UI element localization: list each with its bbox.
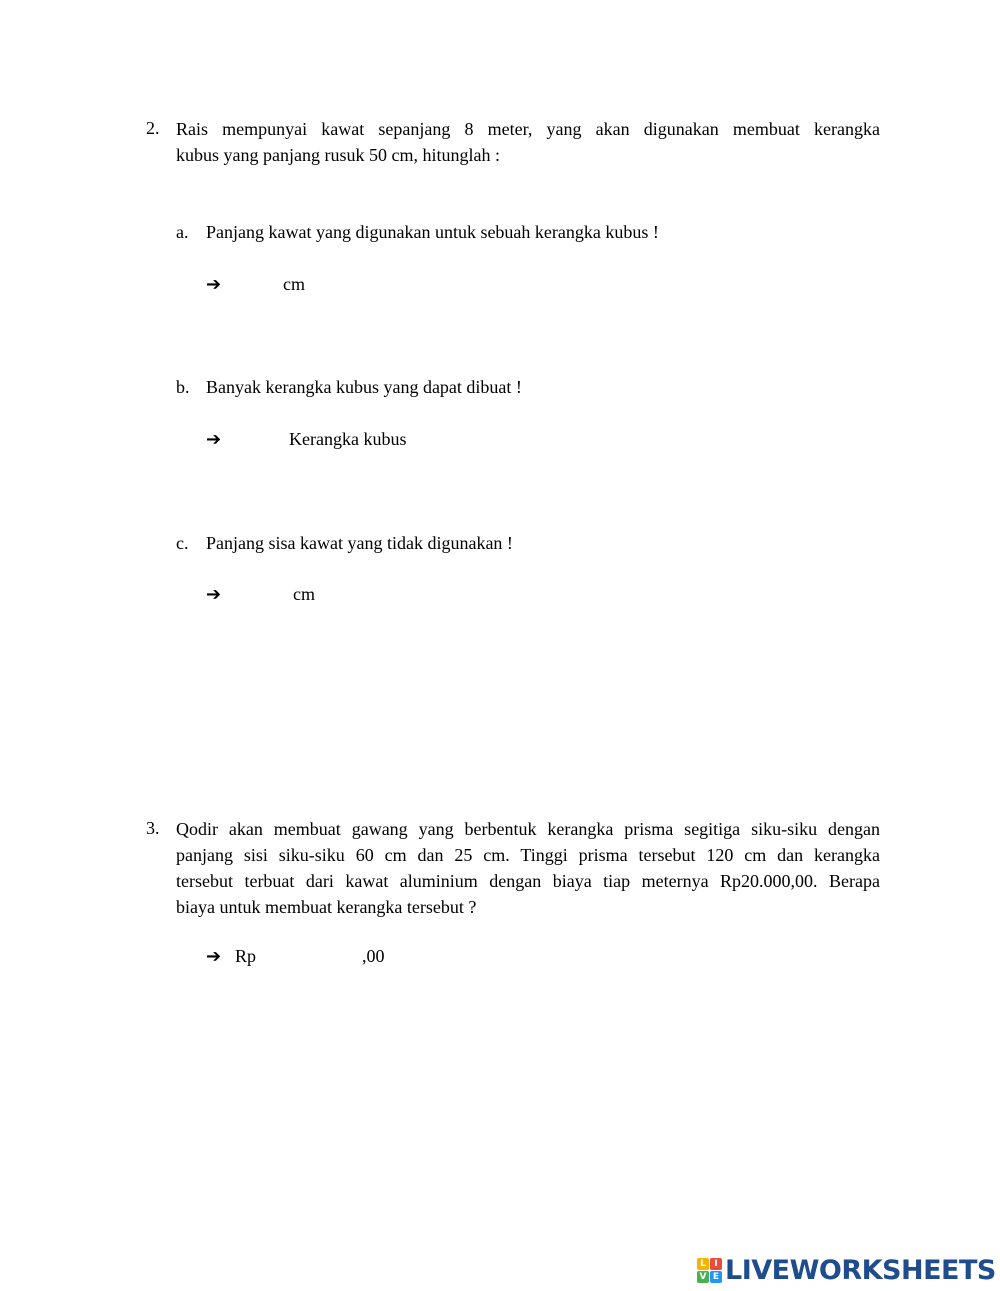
question-3-line-4: biaya untuk membuat kerangka tersebut ? [176,897,477,917]
liveworksheets-logo [697,1255,996,1285]
subquestion-b-letter: b. [176,377,190,397]
arrow-right-icon: ➔ [206,946,222,967]
subquestion-c-text: Panjang sisa kawat yang tidak digunakan ! [206,533,513,553]
question-2-line-2: kubus yang panjang rusuk 50 cm, hitunglah : [176,145,500,165]
subquestion-a-text: Panjang kawat yang digunakan untuk sebuah kerangka kubus ! [206,222,659,242]
answer-b-input[interactable] [230,428,285,450]
arrow-right-icon: ➔ [206,429,222,450]
logo-block-l: L [697,1258,709,1270]
subquestion-a-letter: a. [176,222,189,242]
question-2-line-1: Rais mempunyai kawat sepanjang 8 meter, yang akan digunakan membuat kerangka [176,119,880,139]
logo-block-i: I [710,1258,722,1270]
answer-a-unit: cm [283,274,305,294]
logo-block-v: V [697,1271,709,1283]
answer-b-unit: Kerangka kubus [289,429,407,449]
logo-blocks-icon [697,1258,722,1283]
logo-block-e: E [710,1271,722,1283]
answer-3-prefix: Rp [235,946,257,966]
answer-c-input[interactable] [230,583,290,605]
answer-a-input[interactable] [230,273,280,295]
answer-3-input[interactable] [262,945,358,967]
answer-3-suffix: ,00 [362,946,385,966]
subquestion-b-text: Banyak kerangka kubus yang dapat dibuat ! [206,377,522,397]
question-2-number: 2. [146,118,160,138]
logo-text: LIVEWORKSHEETS [725,1254,996,1286]
question-3-line-1: Qodir akan membuat gawang yang berbentuk kerangka prisma segitiga siku-siku dengan [176,819,880,839]
subquestion-c-letter: c. [176,533,189,553]
answer-c-unit: cm [293,584,315,604]
arrow-right-icon: ➔ [206,274,222,295]
question-3-number: 3. [146,818,160,838]
question-3-line-3: tersebut terbuat dari kawat aluminium dengan biaya tiap meternya Rp20.000,00. Berapa [176,871,880,891]
question-3-line-2: panjang sisi siku-siku 60 cm dan 25 cm. Tinggi prisma tersebut 120 cm dan kerangka [176,845,880,865]
arrow-right-icon: ➔ [206,584,222,605]
